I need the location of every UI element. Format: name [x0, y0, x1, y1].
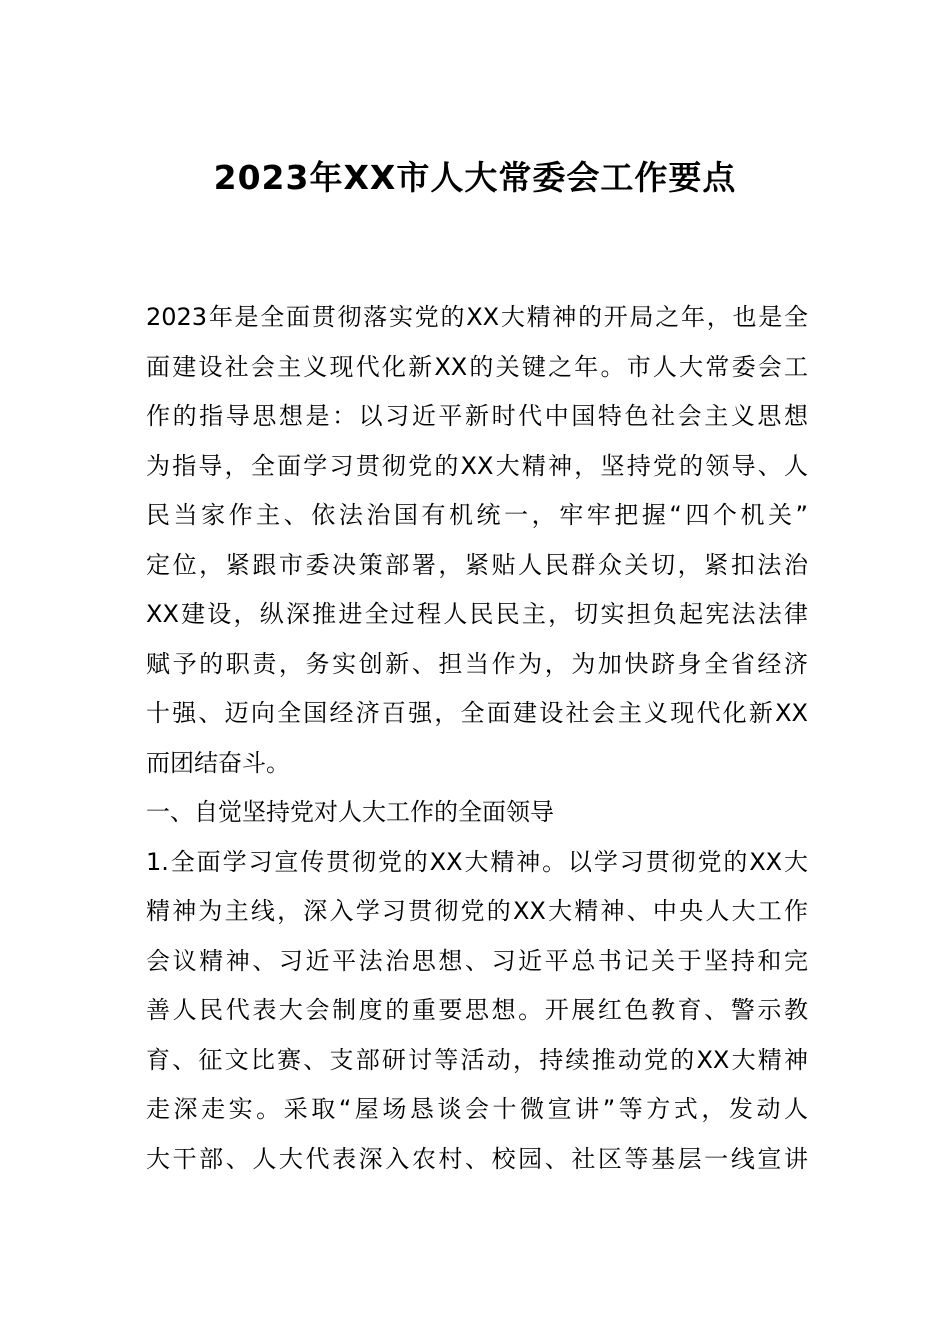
paragraph-line: 定位，紧跟市委决策部署，紧贴人民群众关切，紧扣法治: [146, 550, 808, 579]
paragraph-line: XX建设，纵深推进全过程人民民主，切实担负起宪法法律: [146, 600, 808, 628]
intro-paragraph: [146, 293, 808, 788]
paragraph-line: 精神为主线，深入学习贯彻党的XX大精神、中央人大工作: [146, 897, 808, 925]
paragraph-line: 为指导，全面学习贯彻党的XX大精神，坚持党的领导、人: [146, 451, 808, 480]
paragraph-line: 2023年是全面贯彻落实党的XX大精神的开局之年，也是全: [146, 303, 808, 331]
paragraph-line: 善人民代表大会制度的重要思想。开展红色教育、警示教: [146, 996, 808, 1024]
section-heading: 一、自觉坚持党对人大工作的全面领导: [146, 798, 554, 826]
paragraph-line: 走深走实。采取“屋场恳谈会十微宣讲”等方式，发动人: [146, 1095, 808, 1123]
paragraph-line: 1.全面学习宣传贯彻党的XX大精神。以学习贯彻党的XX大: [146, 847, 808, 876]
document-body: [146, 293, 808, 1184]
paragraph-line: 大干部、人大代表深入农村、校园、社区等基层一线宣讲: [146, 1144, 808, 1173]
item-1-paragraph: [146, 838, 808, 1185]
paragraph-line: 民当家作主、依法治国有机统一，牢牢把握“四个机关”: [146, 501, 808, 529]
paragraph-line: 而团结奋斗。: [146, 748, 290, 777]
paragraph-line: 会议精神、习近平法治思想、习近平总书记关于坚持和完: [146, 946, 808, 975]
document-title: 2023年XX市人大常委会工作要点: [213, 158, 737, 197]
paragraph-line: 赋予的职责，务实创新、担当作为，为加快跻身全省经济: [146, 649, 808, 678]
paragraph-line: 作的指导思想是：以习近平新时代中国特色社会主义思想: [146, 402, 808, 430]
paragraph-line: 育、征文比赛、支部研讨等活动，持续推动党的XX大精神: [146, 1045, 808, 1074]
paragraph-line: 面建设社会主义现代化新XX的关键之年。市人大常委会工: [146, 352, 808, 381]
paragraph-line: 十强、迈向全国经济百强，全面建设社会主义现代化新XX: [146, 699, 808, 727]
